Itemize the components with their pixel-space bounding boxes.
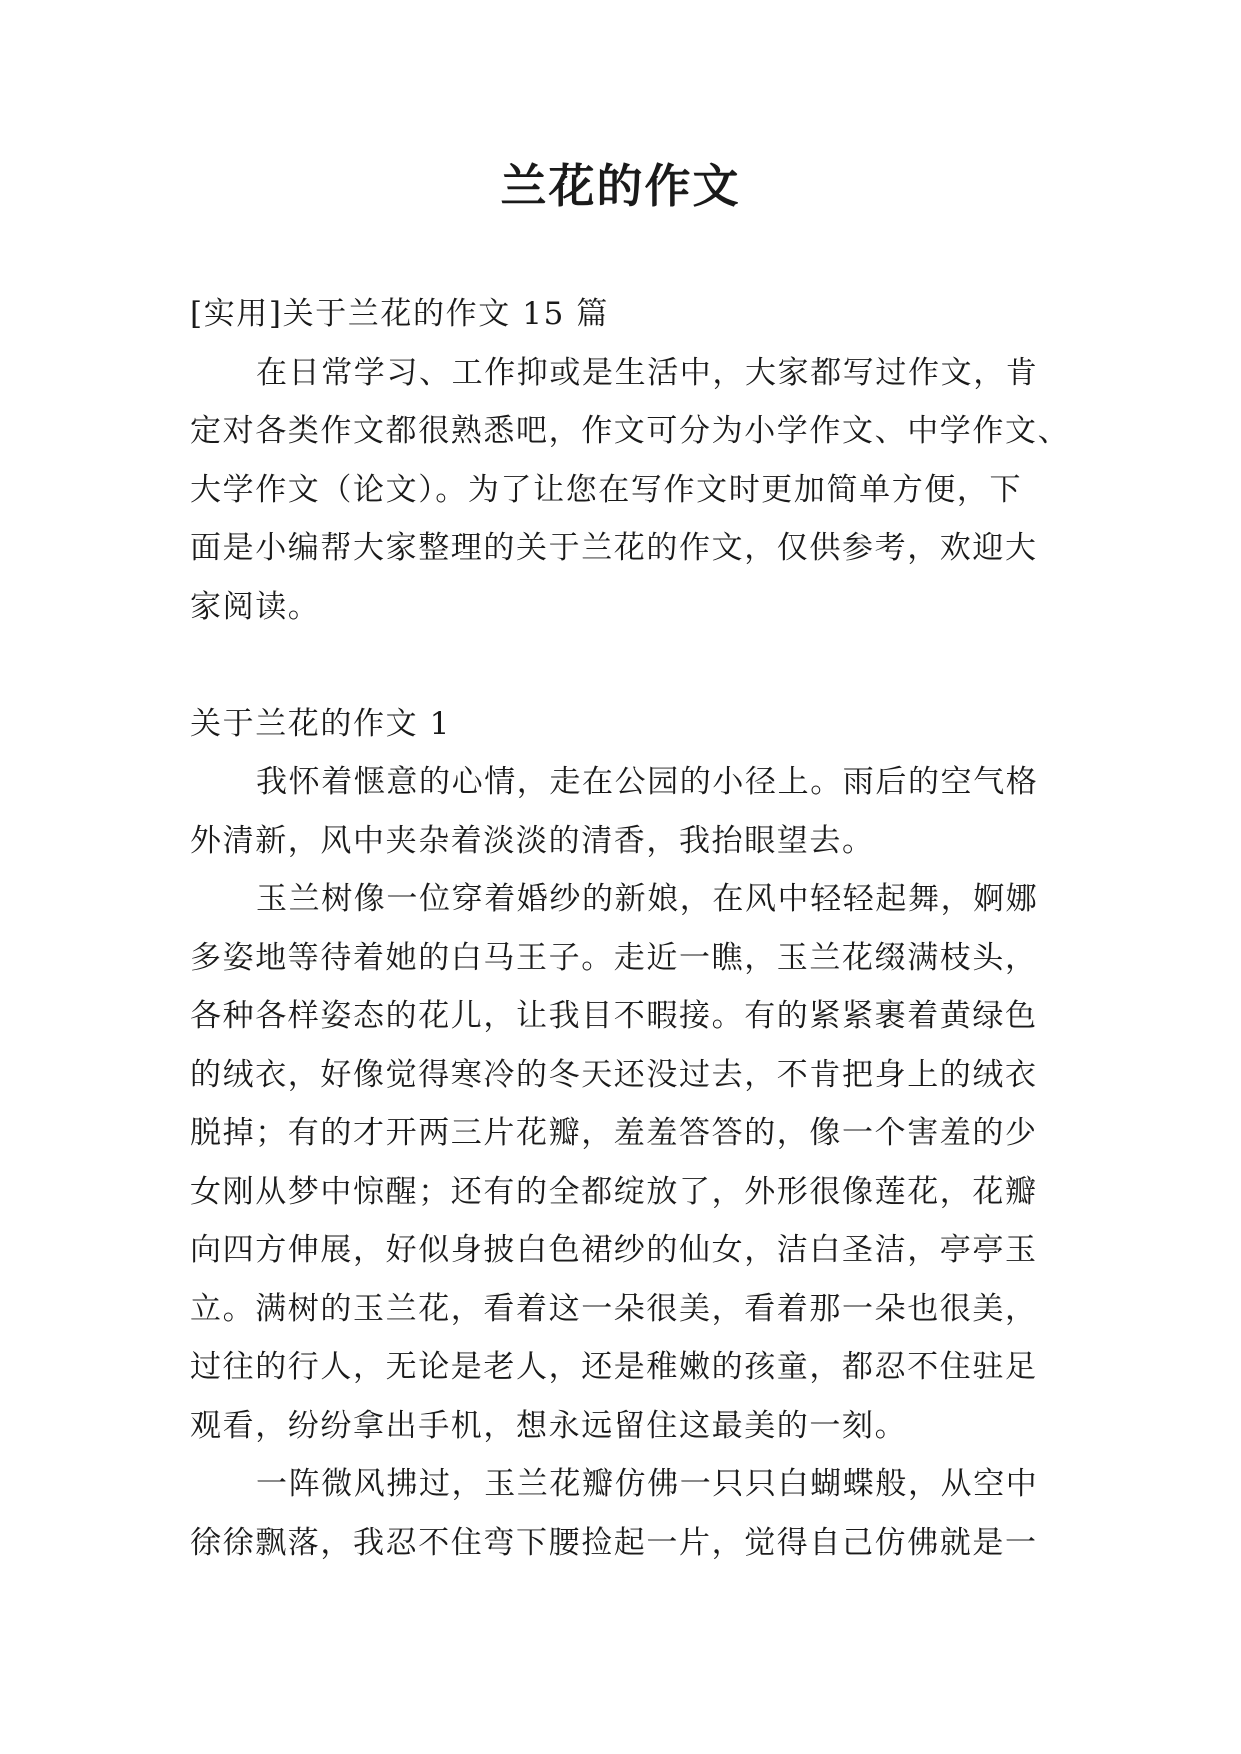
text-line: 家阅读。 (190, 588, 321, 625)
text-line: 玉兰树像一位穿着婚纱的新娘，在风中轻轻起舞，婀娜 (256, 881, 1039, 917)
text-line: 定对各类作文都很熟悉吧，作文可分为小学作文、中学作文、 (190, 413, 1071, 449)
text-line: 面是小编帮大家整理的关于兰花的作文，仅供参考，欢迎大 (190, 530, 1038, 566)
document-body (190, 285, 1071, 1572)
section-heading: 关于兰花的作文 1 (190, 705, 451, 742)
paragraph-1 (190, 753, 1060, 870)
text-line: 多姿地等待着她的白马王子。走近一瞧，玉兰花缀满枝头， (190, 939, 1038, 976)
text-line: 各种各样姿态的花儿，让我目不暇接。有的紧紧裹着黄绿色 (190, 998, 1038, 1034)
intro-paragraph (190, 344, 1071, 637)
text-line: 的绒衣，好像觉得寒冷的冬天还没过去，不肯把身上的绒衣 (190, 1056, 1038, 1093)
text-line: 脱掉；有的才开两三片花瓣，羞羞答答的，像一个害羞的少 (190, 1115, 1038, 1151)
text-line: 观看，纷纷拿出手机，想永远留住这最美的一刻。 (190, 1407, 908, 1444)
text-line: 一阵微风拂过，玉兰花瓣仿佛一只只白蝴蝶般，从空中 (256, 1466, 1039, 1502)
text-line: 立。满树的玉兰花，看着这一朵很美，看着那一朵也很美， (190, 1290, 1038, 1327)
text-line: 女刚从梦中惊醒；还有的全都绽放了，外形很像莲花，花瓣 (190, 1173, 1038, 1210)
paragraph-2 (190, 870, 1060, 1455)
document-subtitle: [实用]关于兰花的作文 15 篇 (190, 296, 609, 332)
text-line: 徐徐飘落，我忍不住弯下腰捡起一片，觉得自己仿佛就是一 (190, 1524, 1038, 1561)
text-line: 在日常学习、工作抑或是生活中，大家都写过作文，肯 (256, 354, 1039, 391)
text-line: 过往的行人，无论是老人，还是稚嫩的孩童，都忍不住驻足 (190, 1349, 1038, 1385)
document-title: 兰花的作文 (500, 159, 741, 213)
text-line: 大学作文（论文）。为了让您在写作文时更加简单方便，下 (190, 471, 1023, 508)
paragraph-spacer (190, 636, 1060, 695)
text-line: 我怀着惬意的心情，走在公园的小径上。雨后的空气格 (256, 764, 1039, 800)
paragraph-3 (190, 1455, 1060, 1572)
text-line: 向四方伸展，好似身披白色裙纱的仙女，洁白圣洁，亭亭玉 (190, 1232, 1038, 1268)
text-line: 外清新，风中夹杂着淡淡的清香，我抬眼望去。 (190, 822, 875, 859)
